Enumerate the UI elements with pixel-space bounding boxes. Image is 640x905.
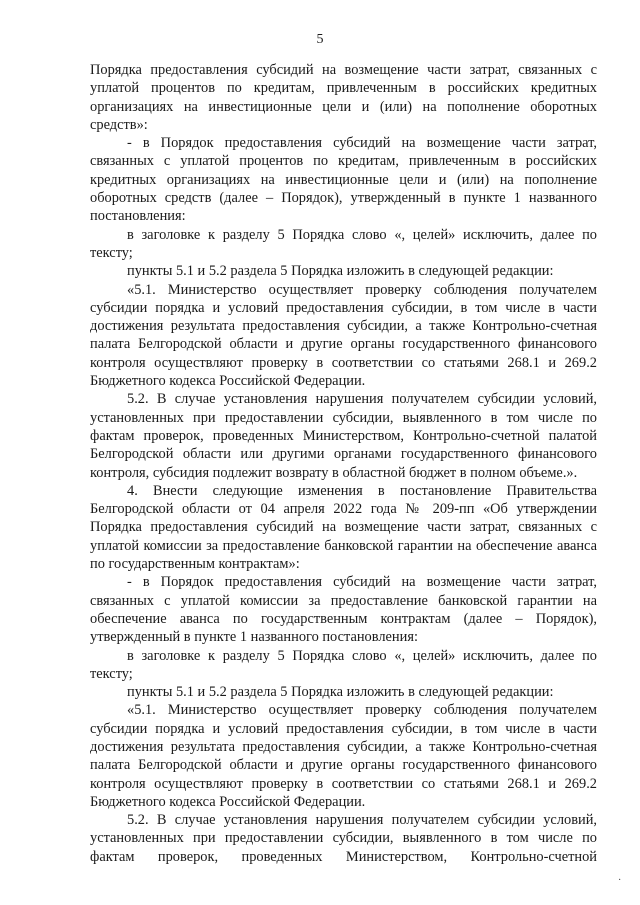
paragraph-6: 5.2. В случае установления нарушения получателем субсидии условий, установленных при предоставлении субсидии, выявленного в том числе по фактам проверок, проведенных Министерством, Контрольно-счетной палатой Белгородской области или другими органами государственного финансового контроля, субсидия подлежит возврату в областной бюджет в полном объеме.».: [90, 391, 597, 481]
paragraph-11: «5.1. Министерство осуществляет проверку соблюдения получателем субсидии порядка и условий предоставления субсидии, в том числе в части достижения результата предоставления субсидии, а также Контрольно-счетная палата Белгородской области и другие органы государственного финансового контроля осуществляют проверку в соответствии со статьями 268.1 и 269.2 Бюджетного кодекса Российской Федерации.: [90, 702, 597, 810]
paragraph-3: в заголовке к разделу 5 Порядка слово «, целей» исключить, далее по тексту;: [90, 226, 597, 261]
scan-speck: ·: [618, 875, 622, 886]
paragraph-12: 5.2. В случае установления нарушения получателем субсидии условий, установленных при предоставлении субсидии, выявленного в том числе по фактам проверок, проведенных Министерством, Контрольно-счетной: [90, 812, 597, 865]
paragraph-8: - в Порядок предоставления субсидий на возмещение части затрат, связанных с уплатой комиссии за предоставление банковской гарантии на обеспечение аванса по государственным контрактам (далее – Порядок), утвержденный в пункте 1 названного постановления:: [90, 574, 597, 646]
paragraph-1: Порядка предоставления субсидий на возмещение части затрат, связанных с уплатой процентов по кредитам, привлеченным в российских кредитных организациях на инвестиционные цели и (или) на пополнение оборотных средств»:: [90, 62, 597, 133]
paragraph-2: - в Порядок предоставления субсидий на возмещение части затрат, связанных с уплатой процентов по кредитам, привлеченным в российских кредитных организациях на инвестиционные цели и (или) на пополнение оборотных средств (далее – Порядок), утвержденный в пункте 1 названного постановления:: [90, 135, 597, 225]
page-number: 5: [316, 32, 324, 47]
document-body: [90, 61, 597, 866]
paragraph-9: в заголовке к разделу 5 Порядка слово «, целей» исключить, далее по тексту;: [90, 647, 597, 682]
paragraph-7: 4. Внести следующие изменения в постановление Правительства Белгородской области от 04 апреля 2022 года № 209-пп «Об утверждении Порядка предоставления субсидий на возмещение части затрат, связанных с уплатой комиссии за предоставление банковской гарантии на обеспечение аванса по государственным контрактам»:: [90, 482, 597, 573]
paragraph-5: «5.1. Министерство осуществляет проверку соблюдения получателем субсидии порядка и условий предоставления субсидии, в том числе в части достижения результата предоставления субсидии, а также Контрольно-счетная палата Белгородской области и другие органы государственного финансового контроля осуществляют проверку в соответствии со статьями 268.1 и 269.2 Бюджетного кодекса Российской Федерации.: [90, 281, 597, 390]
paragraph-4: пункты 5.1 и 5.2 раздела 5 Порядка изложить в следующей редакции:: [127, 263, 554, 280]
paragraph-10: пункты 5.1 и 5.2 раздела 5 Порядка изложить в следующей редакции:: [127, 684, 554, 701]
